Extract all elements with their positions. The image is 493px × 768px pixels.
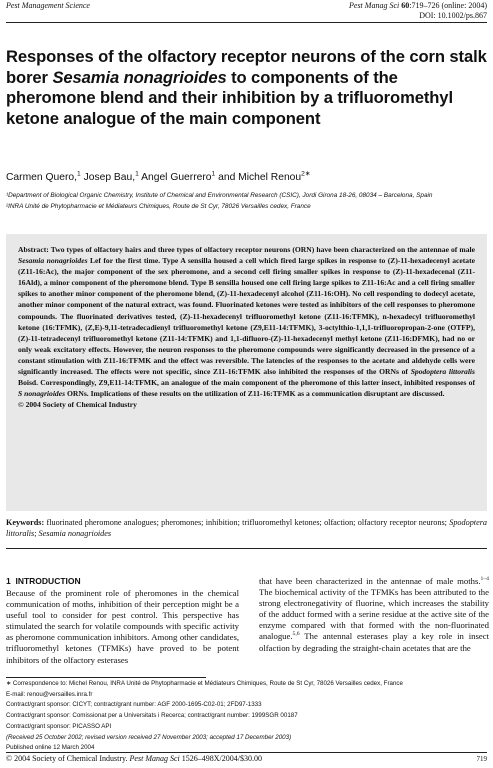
author-2: Josep Bau, xyxy=(80,172,136,183)
abstract-species-2: Spodoptera littoralis xyxy=(410,367,475,377)
title-text-1: Responses of the olfactory receptor neurons of the corn stalk borer xyxy=(6,47,487,87)
abstract-species-1: Sesamia nonagrioides xyxy=(18,256,88,266)
body-right-ref-1: 1–4 xyxy=(480,576,489,583)
author-list xyxy=(6,172,310,183)
footnote-email: E-mail: renou@versailles.inra.fr xyxy=(6,690,93,698)
author-2-sup: 1 xyxy=(135,170,139,178)
body-column-right xyxy=(259,576,489,654)
footnote-grant-2: Contract/grant sponsor: Comissionat per a Universitats i Recerca; contract/grant number: 1999SGR 00187 xyxy=(6,712,298,720)
author-3-sup: 1 xyxy=(211,170,216,178)
footer-copyright xyxy=(6,754,262,763)
abstract xyxy=(18,244,475,410)
abstract-copyright: © 2004 Society of Chemical Industry xyxy=(18,400,137,410)
affiliation-2: ²INRA Unité de Phytopharmacie et Médiateurs Chimiques, Route de St Cyr, 78026 Versailles cedex, France xyxy=(6,203,311,210)
abstract-label: Abstract: xyxy=(18,245,49,254)
abstract-text-3: Boisd. Correspondingly, Z9,E11-14:TFMK, an analogue of the main component of the pheromone of this latter insect, inhibited responses of xyxy=(18,378,475,388)
volume: 60 xyxy=(401,1,410,10)
body-right-text-2: The biochemical activity of the TFMKs has been attributed to the strong electronegativity of fluorine, which increases the stability of the adduct formed with a serine residue at the active site of the enzyme compared with that formed with the non-fluorinated analogue. xyxy=(259,587,489,642)
abstract-text-2: Lef for the first time. Type A sensilla housed a cell which fired large spikes in response to (Z)-11-hexadecenyl acetate (Z11-16:Ac), the major component of the sex pheromone, and a second cell firing smaller spikes in response to (Z)-11-hexadecenal (Z11-16Ald), a minor component of the pheromone blend. Type B sensilla housed one cell firing large spikes to Z11-16:Ac and a cell firing smaller spikes to another minor component of the pheromone blend, (Z)-11-hexadecenyl alcohol (Z11-16:OH). No cell responding to dodecyl acetate, another minor component of the natural extract, was found. Fluorinated ketones were tested as inhibitors of the cell responses to pheromone compounds. The fluorinated derivatives tested, (Z)-11-hexadecenyl trifluoromethyl ketone (Z11-16:TFMK), n-hexadecyl trifluoromethyl ketone (16:TFMK), (Z,E)-9,11-tetradecadienyl trifluoromethyl ketone (Z9,E11-14:TFMK), 3-octylthio-1,1,1-trifluoropropan-2-one (OTFP), (Z)-11-tetradecenyl trifluoromethyl ketone (Z11-14:TFMK) and 1,1-difluoro-(Z)-11-hexadecenyl methyl ketone (Z11-16:DFMK), had no or only weak excitatory effects. However, the neuron responses to the pheromone compounds were significantly decreased in the presence of a constant stimulation with Z11-16:TFMK and the effect was reversible. The latencies of the responses to the acetate and aldehyde cells were significantly increased. The effects were not specific, since Z11-16:TFMK also inhibited the responses of the ORNs of xyxy=(18,256,475,377)
affiliation-1: ¹Department of Biological Organic Chemistry, Institute of Chemical and Environmental Research (CSIC), Jordi Girona 18-26, 08034 – Barcelona, Spain xyxy=(6,192,433,199)
footnote-published: Published online 12 March 2004 xyxy=(6,744,95,752)
keywords-separator: ; xyxy=(34,529,39,539)
footer-text-1: © 2004 Society of Chemical Industry. xyxy=(6,754,130,763)
author-4-sup: 2∗ xyxy=(301,170,311,178)
running-header-journal: Pest Management Science xyxy=(6,1,90,10)
title-text-2: to components of the pheromone blend and their inhibition by a trifluoromethyl ketone analogue of the main component xyxy=(6,67,453,128)
keywords xyxy=(6,517,487,539)
keywords-species-2: Sesamia nonagrioides xyxy=(38,529,112,539)
abstract-text-1: Two types of olfactory hairs and three types of olfactory receptor neurons (ORN) have been characterized on the antennae of male xyxy=(48,245,475,254)
footnote-grant-1: Contract/grant sponsor: CICYT; contract/grant number: AGF 2000-1695-C02-01; 2FD97-1333 xyxy=(6,701,262,709)
author-1-sup: 1 xyxy=(76,170,81,178)
footer-text-3: 1526–498X/2004/$30.00 xyxy=(179,754,262,763)
page-number: 719 xyxy=(476,755,487,763)
footnote-grant-3: Contract/grant sponsor: PICASSO API xyxy=(6,722,112,730)
section-title: INTRODUCTION xyxy=(15,576,81,586)
footer-rule xyxy=(6,752,487,753)
keywords-label: Keywords: xyxy=(6,518,45,527)
abstract-text-4: ORNs. Implications of these results on the utilization of Z11-16:TFMK as a communication disruptant are discussed. xyxy=(65,389,445,399)
footnote-rule xyxy=(6,677,206,678)
author-4: and Michel Renou xyxy=(215,172,302,183)
author-1: Carmen Quero, xyxy=(6,172,77,183)
abstract-species-3: S nonagrioides xyxy=(18,389,66,399)
footer-journal: Pest Manag Sci xyxy=(129,754,180,763)
running-header-citation xyxy=(349,1,487,21)
footnote-correspondence: ∗ Correspondence to: Michel Renou, INRA Unité de Phytopharmacie et Médiateurs Chimiques, Route de St Cyr, 78026 Versailles cedex, France xyxy=(6,680,403,687)
section-heading xyxy=(6,576,81,586)
keywords-rule xyxy=(6,548,487,549)
affiliations xyxy=(6,190,482,212)
body-right-text-1: that have been characterized in the antennae of male moths. xyxy=(259,576,481,586)
footnote-received: (Received 25 October 2002; revised version received 27 November 2003; accepted 17 December 2003) xyxy=(6,733,292,741)
author-3: Angel Guerrero xyxy=(138,172,212,183)
pages-online: :719–726 (online: 2004) xyxy=(409,1,487,10)
body-column-left: Because of the prominent role of pheromones in the chemical communication of moths, inhibition of their perception might be a useful tool to consider for pest control. This perspective has stimulated the search for volatile compounds with specific activity as pheromone communication inhibitors. Among other candidates, trifluoromethyl ketones (TFMKs) have proved to be potent inhibitors of the olfactory esterases xyxy=(6,588,239,665)
title-species: Sesamia nonagrioides xyxy=(52,67,227,87)
body-right-text-3: The antennal esterases play a key role in insect olfaction by degrading the straight-chain acetates that are the xyxy=(259,631,489,653)
footnotes xyxy=(6,679,489,754)
section-number: 1 xyxy=(6,576,11,586)
header-rule xyxy=(6,22,487,23)
body-right-ref-2: 5,6 xyxy=(292,631,300,638)
doi: DOI: 10.1002/ps.867 xyxy=(419,11,487,20)
article-title xyxy=(6,47,489,129)
keywords-species-1: Spodoptera littoralis xyxy=(6,518,487,539)
journal-abbrev: Pest Manag Sci xyxy=(349,1,400,10)
keywords-text: fluorinated pheromone analogues; pheromones; inhibition; trifluoromethyl ketones; olfaction; olfactory receptor neurons; xyxy=(44,518,450,527)
